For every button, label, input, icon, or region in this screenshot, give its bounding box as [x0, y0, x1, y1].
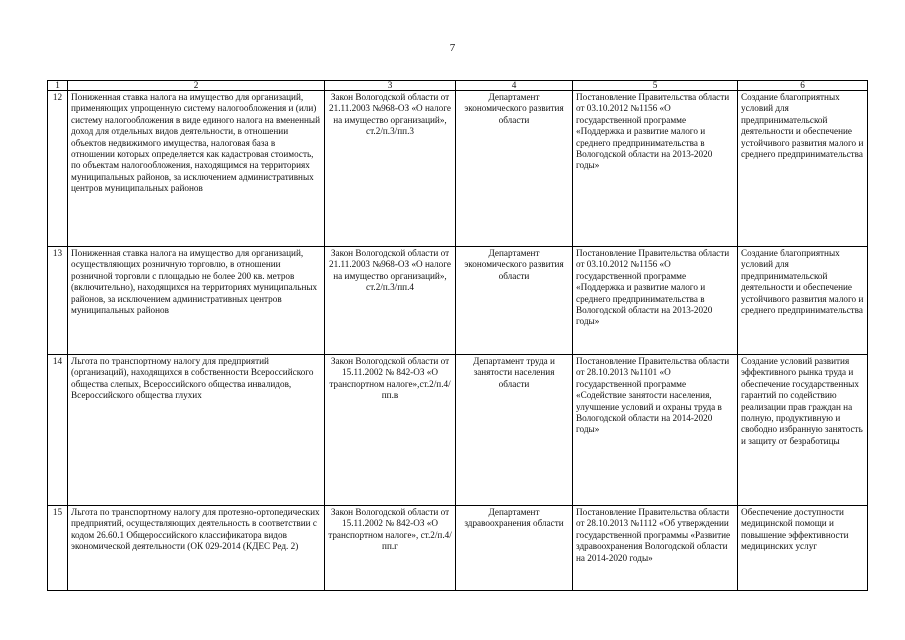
row-number: 15	[48, 506, 68, 591]
table-row	[48, 355, 868, 506]
table-row	[48, 506, 868, 591]
responsible-department: Департамент здравоохранения области	[456, 506, 573, 591]
header-col-5: 5	[573, 81, 738, 91]
benefit-description: Льгота по транспортному налогу для предприятий (организаций), находящихся в собственности Всероссийского общества слепых, Всероссийского общества инвалидов, Всероссийского общества глухих	[68, 355, 325, 506]
header-row	[48, 81, 868, 91]
legal-basis: Закон Вологодской области от 21.11.2003 №968-ОЗ «О налоге на имущество организаций», ст.2/п.3/пп.3	[325, 91, 456, 247]
responsible-department: Департамент труда и занятости населения области	[456, 355, 573, 506]
row-number: 12	[48, 91, 68, 247]
row-number: 13	[48, 247, 68, 355]
legal-basis: Закон Вологодской области от 15.11.2002 № 842-ОЗ «О транспортном налоге», ст.2/п.4/пп.г	[325, 506, 456, 591]
header-col-2: 2	[68, 81, 325, 91]
tax-benefits-table	[47, 80, 868, 591]
benefit-description: Пониженная ставка налога на имущество для организаций, осуществляющих розничную торговлю, в отношении розничной торговли с площадью не более 200 кв. метров (включительно), находящихся на территориях муниципальных районов, за исключением административных центров муниципальных районов	[68, 247, 325, 355]
benefit-description: Льгота по транспортному налогу для протезно-ортопедических предприятий, осуществляющих деятельность в соответствии с кодом 26.60.1 Общероссийского классификатора видов экономической деятельности (ОК 029-2014 (КДЕС Ред. 2)	[68, 506, 325, 591]
legal-basis: Закон Вологодской области от 15.11.2002 № 842-ОЗ «О транспортном налоге»,ст.2/п.4/пп.в	[325, 355, 456, 506]
state-program: Постановление Правительства области от 28.10.2013 №1101 «О государственной программе «Содействие занятости населения, улучшение условий и охраны труда в Вологодской области на 2014-2020 годы»	[573, 355, 738, 506]
page-number: 7	[449, 42, 456, 54]
benefit-description: Пониженная ставка налога на имущество для организаций, применяющих упрощенную систему налогообложения и (или) систему налогообложения в виде единого налога на вмененный доход для отдельных видов деятельности, в отношении объектов недвижимого имущества, налоговая база в отношении которых определяется как кадастровая стоимость, по объектам налогообложения, находящимся на территориях муниципальных районов, за исключением административных центров муниципальных районов	[68, 91, 325, 247]
program-goal: Создание благоприятных условий для предпринимательской деятельности и обеспечение устойчивого развития малого и среднего предпринимательства	[738, 91, 868, 247]
program-goal: Создание благоприятных условий для предпринимательской деятельности и обеспечение устойчивого развития малого и среднего предпринимательства	[738, 247, 868, 355]
state-program: Постановление Правительства области от 03.10.2012 №1156 «О государственной программе «Поддержка и развитие малого и среднего предпринимательства в Вологодской области на 2013-2020 годы»	[573, 247, 738, 355]
header-col-4: 4	[456, 81, 573, 91]
table-row	[48, 91, 868, 247]
header-col-1: 1	[48, 81, 68, 91]
state-program: Постановление Правительства области от 28.10.2013 №1112 «Об утверждении государственной программы «Развитие здравоохранения Вологодской области на 2014-2020 годы»	[573, 506, 738, 591]
responsible-department: Департамент экономического развития области	[456, 91, 573, 247]
legal-basis: Закон Вологодской области от 21.11.2003 №968-ОЗ «О налоге на имущество организаций», ст.2/п.3/пп.4	[325, 247, 456, 355]
program-goal: Обеспечение доступности медицинской помощи и повышение эффективности медицинских услуг	[738, 506, 868, 591]
header-col-6: 6	[738, 81, 868, 91]
table-row	[48, 247, 868, 355]
program-goal: Создание условий развития эффективного рынка труда и обеспечение государственных гарантий по содействию реализации прав граждан на полную, продуктивную и свободно избранную занятость и защиту от безработицы	[738, 355, 868, 506]
row-number: 14	[48, 355, 68, 506]
responsible-department: Департамент экономического развития области	[456, 247, 573, 355]
header-col-3: 3	[325, 81, 456, 91]
state-program: Постановление Правительства области от 03.10.2012 №1156 «О государственной программе «Поддержка и развитие малого и среднего предпринимательства в Вологодской области на 2013-2020 годы»	[573, 91, 738, 247]
